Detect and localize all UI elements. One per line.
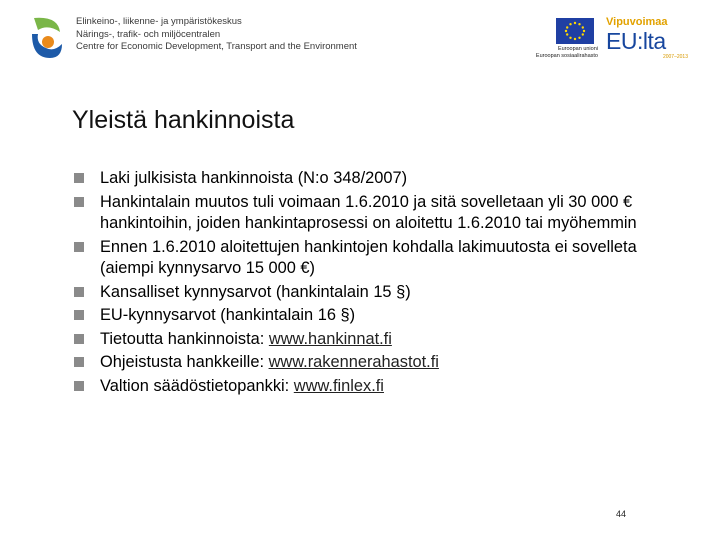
eu-caption-line-2: Euroopan sosiaalirahasto [535,53,598,59]
vipuvoimaa-logo [606,16,706,60]
bullet-square-icon [74,287,84,297]
page-number: 44 [616,509,627,519]
ely-name-sv: Närings-, trafik- och miljöcentralen [76,28,221,40]
bullet-text: Hankintalain muutos tuli voimaan 1.6.2010 ja sitä sovelletaan yli 30 000 € hankintoihin, joiden hankintaprosessi on aloitettu 1.6.2010 tai myöhemmin [100,192,637,232]
slide-header [0,0,720,70]
ely-name-fi: Elinkeino-, liikenne- ja ympäristökeskus [76,16,242,27]
bullet-item [74,282,674,304]
bullet-text: Valtion säädöstietopankki: [100,376,294,395]
bullet-square-icon [74,197,84,207]
bullet-text: Ohjeistusta hankkeille: [100,353,269,371]
bullet-square-icon [74,310,84,320]
eu-lta-text: EU:lta [606,28,666,54]
eu-flag-icon [556,18,594,44]
slide-title: Yleistä hankinnoista [72,106,295,134]
bullet-item [74,168,674,190]
bullet-text: EU-kynnysarvot (hankintalain 16 §) [100,306,356,324]
bullet-text: Laki julkisista hankinnoista (N:o 348/2007) [100,169,408,187]
ely-centre-name [76,16,357,54]
bullet-list [74,168,674,399]
bullet-text: Tietoutta hankinnoista: [100,329,269,348]
bullet-text: Ennen 1.6.2010 aloitettujen hankintojen kohdalla lakimuutosta ei sovelleta (aiempi kynnysarvo 15 000 €) [100,237,637,277]
bullet-square-icon [74,242,84,252]
bullet-square-icon [74,334,84,344]
bullet-item [74,329,674,351]
bullet-square-icon [74,381,84,391]
hankinnat-link[interactable]: www.hankinnat.fi [268,329,392,348]
eu-caption [514,46,598,60]
bullet-square-icon [74,357,84,367]
eu-caption-line-1: Euroopan unioni [557,46,598,52]
finlex-link[interactable]: www.finlex.fi [293,376,384,395]
bullet-item [74,352,674,374]
bullet-square-icon [74,173,84,183]
bullet-item [74,305,674,327]
bullet-item [74,376,674,398]
bullet-item [74,192,674,235]
rakennerahastot-link[interactable]: www.rakennerahastot.fi [268,353,439,371]
ely-centre-logo [28,14,66,62]
bullet-item [74,237,674,280]
vipuvoimaa-period: 2007–2013 [662,54,688,60]
vipuvoimaa-text: Vipuvoimaa [606,16,668,28]
ely-name-en: Centre for Economic Development, Transport and the Environment [76,41,357,52]
bullet-text: Kansalliset kynnysarvot (hankintalain 15 §) [100,282,411,301]
